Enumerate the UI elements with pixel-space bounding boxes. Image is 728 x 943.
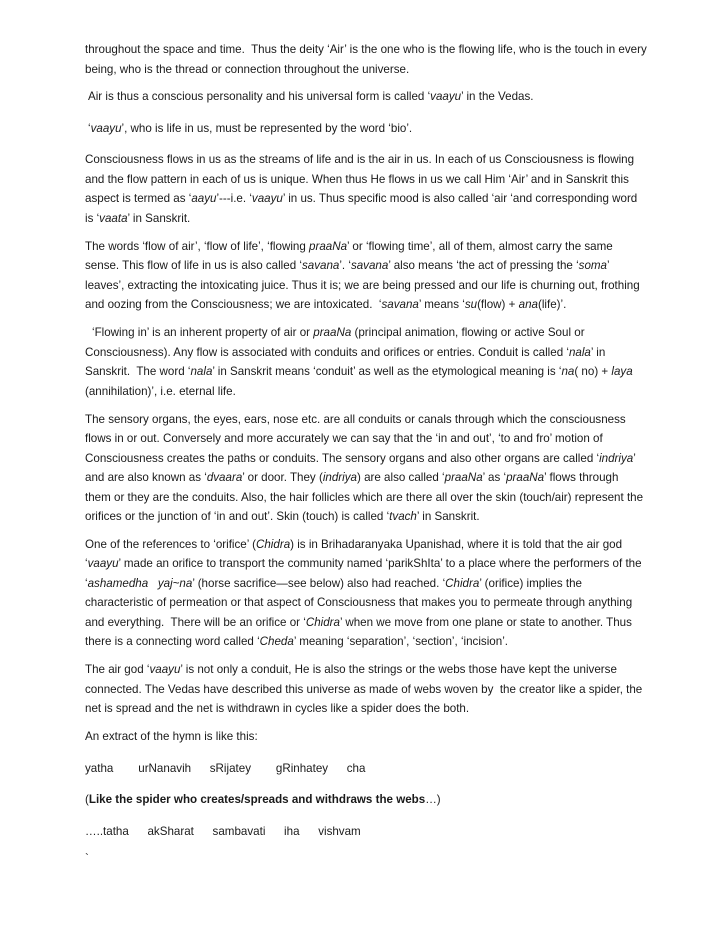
italic-term: vaayu	[90, 121, 122, 135]
italic-term: savana	[381, 298, 419, 312]
text-run: ’ and are also known as ‘	[85, 451, 639, 485]
italic-term: praaNa	[506, 471, 545, 485]
italic-term: vaayu	[87, 557, 119, 571]
paragraph-air-god-conduit	[85, 660, 647, 719]
italic-term: Cheda	[259, 635, 294, 649]
text-run: ‘	[88, 121, 91, 135]
italic-term: soma	[578, 259, 608, 273]
text-run: (flow) +	[477, 298, 519, 312]
italic-term: dvaara	[206, 471, 243, 485]
italic-term: Chidra	[305, 615, 340, 629]
text-run: Air is thus a conscious personality and his universal form is called ‘	[88, 90, 431, 104]
italic-term: aayu	[191, 192, 217, 206]
italic-term: nala	[190, 365, 213, 379]
text-run: One of the references to ‘orifice’ (	[85, 537, 256, 551]
text-run: ’. ‘	[339, 259, 351, 273]
text-run: ’ (horse sacrifice—see below) also had reached. ‘	[192, 576, 446, 590]
text-run: ’ in the Vedas.	[461, 90, 534, 104]
text-run: ’---i.e. ‘	[216, 192, 252, 206]
italic-term: laya	[611, 365, 633, 379]
text-run: yatha urNanavih sRijatey gRinhatey cha	[85, 761, 366, 775]
text-run: ’ made an orifice to transport the community named ‘parikShIta’ to a place where the performers of the ‘	[85, 557, 645, 590]
italic-term: Chidra	[255, 537, 291, 551]
text-run: ’ or door. They (	[242, 471, 323, 485]
italic-term: vaayu	[251, 192, 283, 206]
text-run: ’ as ‘	[482, 471, 507, 485]
text-run: The air god ‘	[85, 663, 150, 677]
italic-term: praaNa	[444, 471, 483, 485]
text-run: ’ (orifice) implies the characteristic of permeation or that aspect of Consciousness that makes you to permeate through anything and everything. There will be an orifice or ‘	[85, 576, 636, 629]
text-run: (life)’.	[537, 298, 567, 312]
text-run: …..tatha akSharat sambavati iha vishvam	[85, 824, 361, 838]
italic-term: ashamedha yaj~na	[87, 576, 193, 590]
paragraph-orifice	[85, 535, 647, 652]
text-run: ’ in Sanskrit. The word ‘	[85, 345, 609, 379]
italic-term: savana	[350, 259, 389, 273]
text-run: The words ‘flow of air’, ‘flow of life’, ‘flowing	[85, 239, 310, 253]
text-run: ’ or ‘flowing time’, all of them, almost carry the same sense. This flow of life in us is also called ‘	[85, 239, 616, 273]
text-run: ’ leaves’, extracting the intoxicating juice. Thus it is; we are being pressed and our life is churning out, frothing and oozing from the Consciousness; we are intoxicated. ‘	[85, 259, 643, 312]
text-run: ’ is not only a conduit, He is also the strings or the webs those have kept the universe connected. The Vedas have described this universe as made of webs woven by the creator like a spider, the net is spread and the net is withdrawn in cycles like a spider does the both.	[85, 663, 646, 716]
text-run: (principal animation, flowing or active Soul or Consciousness). Any flow is associated with conduits and orifices or entries. Conduit is called ‘	[85, 326, 588, 359]
text-run: ’ in Sanskrit.	[127, 211, 191, 225]
italic-term: vaata	[99, 211, 128, 225]
text-run: ’ in Sanskrit means ‘conduit’ as well as the etymological meaning is ‘	[212, 365, 562, 379]
paragraph-hymn-intro	[85, 727, 647, 747]
text-run: throughout the space and time. Thus the deity ‘Air’ is the one who is the flowing life, who is the touch in every being, who is the thread or connection throughout the universe.	[85, 43, 650, 76]
italic-term: savana	[301, 259, 340, 273]
text-run: ‘Flowing in’ is an inherent property of air or	[92, 326, 314, 340]
text-run: ) are also called ‘	[356, 471, 445, 485]
hymn-line-2	[85, 822, 647, 842]
text-run: ’ also means ‘the act of pressing the ‘	[388, 259, 579, 273]
text-run: ’ in us. Thus specific mood is also called ‘air ‘and corresponding word is ‘	[85, 192, 641, 225]
paragraph-consciousness-flows	[85, 150, 647, 228]
text-run: An extract of the hymn is like this:	[85, 730, 258, 744]
text-run: Consciousness flows in us as the streams of life and is the air in us. In each of us Consciousness is flowing and the flow pattern in each of us is unique. When thus He flows in us we call Him ‘Air’ and in Sanskrit this aspect is termed as ‘	[85, 153, 638, 206]
trailing-backtick	[85, 853, 647, 865]
italic-term: indriya	[322, 471, 357, 485]
bold-text: Like the spider who creates/spreads and withdraws the webs	[88, 793, 426, 807]
text-run: ’ in Sanskrit.	[416, 510, 480, 524]
text-run: (annihilation)’, i.e. eternal life.	[85, 365, 636, 398]
italic-term: nala	[568, 345, 591, 359]
text-run: ( no) +	[574, 365, 612, 379]
italic-term: su	[464, 298, 478, 312]
italic-term: praaNa	[309, 239, 348, 253]
text-run: `	[85, 852, 89, 866]
text-run: The sensory organs, the eyes, ears, nose etc. are all conduits or canals through which the consciousness flows in or out. Conversely and more accurately we can say that the ‘in and out’, ‘to and fro’ motion of Consciousness creates the paths or conduits. The sensory organs and also other organs are called ‘	[85, 412, 629, 465]
paragraph-flowing-in	[85, 323, 647, 401]
italic-term: tvach	[389, 510, 417, 524]
italic-term: vaayu	[430, 90, 462, 104]
text-run: ’ when we move from one plane or state to another. Thus there is a connecting word called ‘	[85, 615, 636, 649]
paragraph-sensory-organs	[85, 410, 647, 527]
italic-term: indriya	[599, 451, 634, 465]
text-run: ) is in Brihadaranyaka Upanishad, where it is told that the air god ‘	[85, 537, 626, 571]
paragraph-vaayu-bio	[85, 119, 647, 139]
hymn-line-1	[85, 759, 647, 779]
hymn-translation	[85, 790, 647, 810]
text-run: (	[85, 793, 89, 807]
italic-term: ana	[518, 298, 538, 312]
paragraph-flow-of-air	[85, 237, 647, 315]
text-run: ’ flows through them or they are the conduits. Also, the hair follicles which are there all over the skin (touch/air) represent the orifices or the junction of ‘in and out’. Skin (touch) is called ‘	[85, 471, 647, 524]
italic-term: praaNa	[313, 326, 352, 340]
text-run: ’, who is life in us, must be represented by the word ‘bio’.	[121, 121, 413, 135]
italic-term: Chidra	[445, 576, 480, 590]
italic-term: na	[561, 365, 575, 379]
document-page	[85, 40, 650, 866]
paragraph-deity-air	[85, 40, 650, 79]
text-run: …)	[425, 793, 441, 807]
italic-term: vaayu	[149, 663, 181, 677]
text-run: ’ means ‘	[418, 298, 465, 312]
text-run: ’ meaning ‘separation’, ‘section’, ‘incision’.	[293, 635, 508, 649]
paragraph-vaayu-form	[85, 87, 647, 107]
